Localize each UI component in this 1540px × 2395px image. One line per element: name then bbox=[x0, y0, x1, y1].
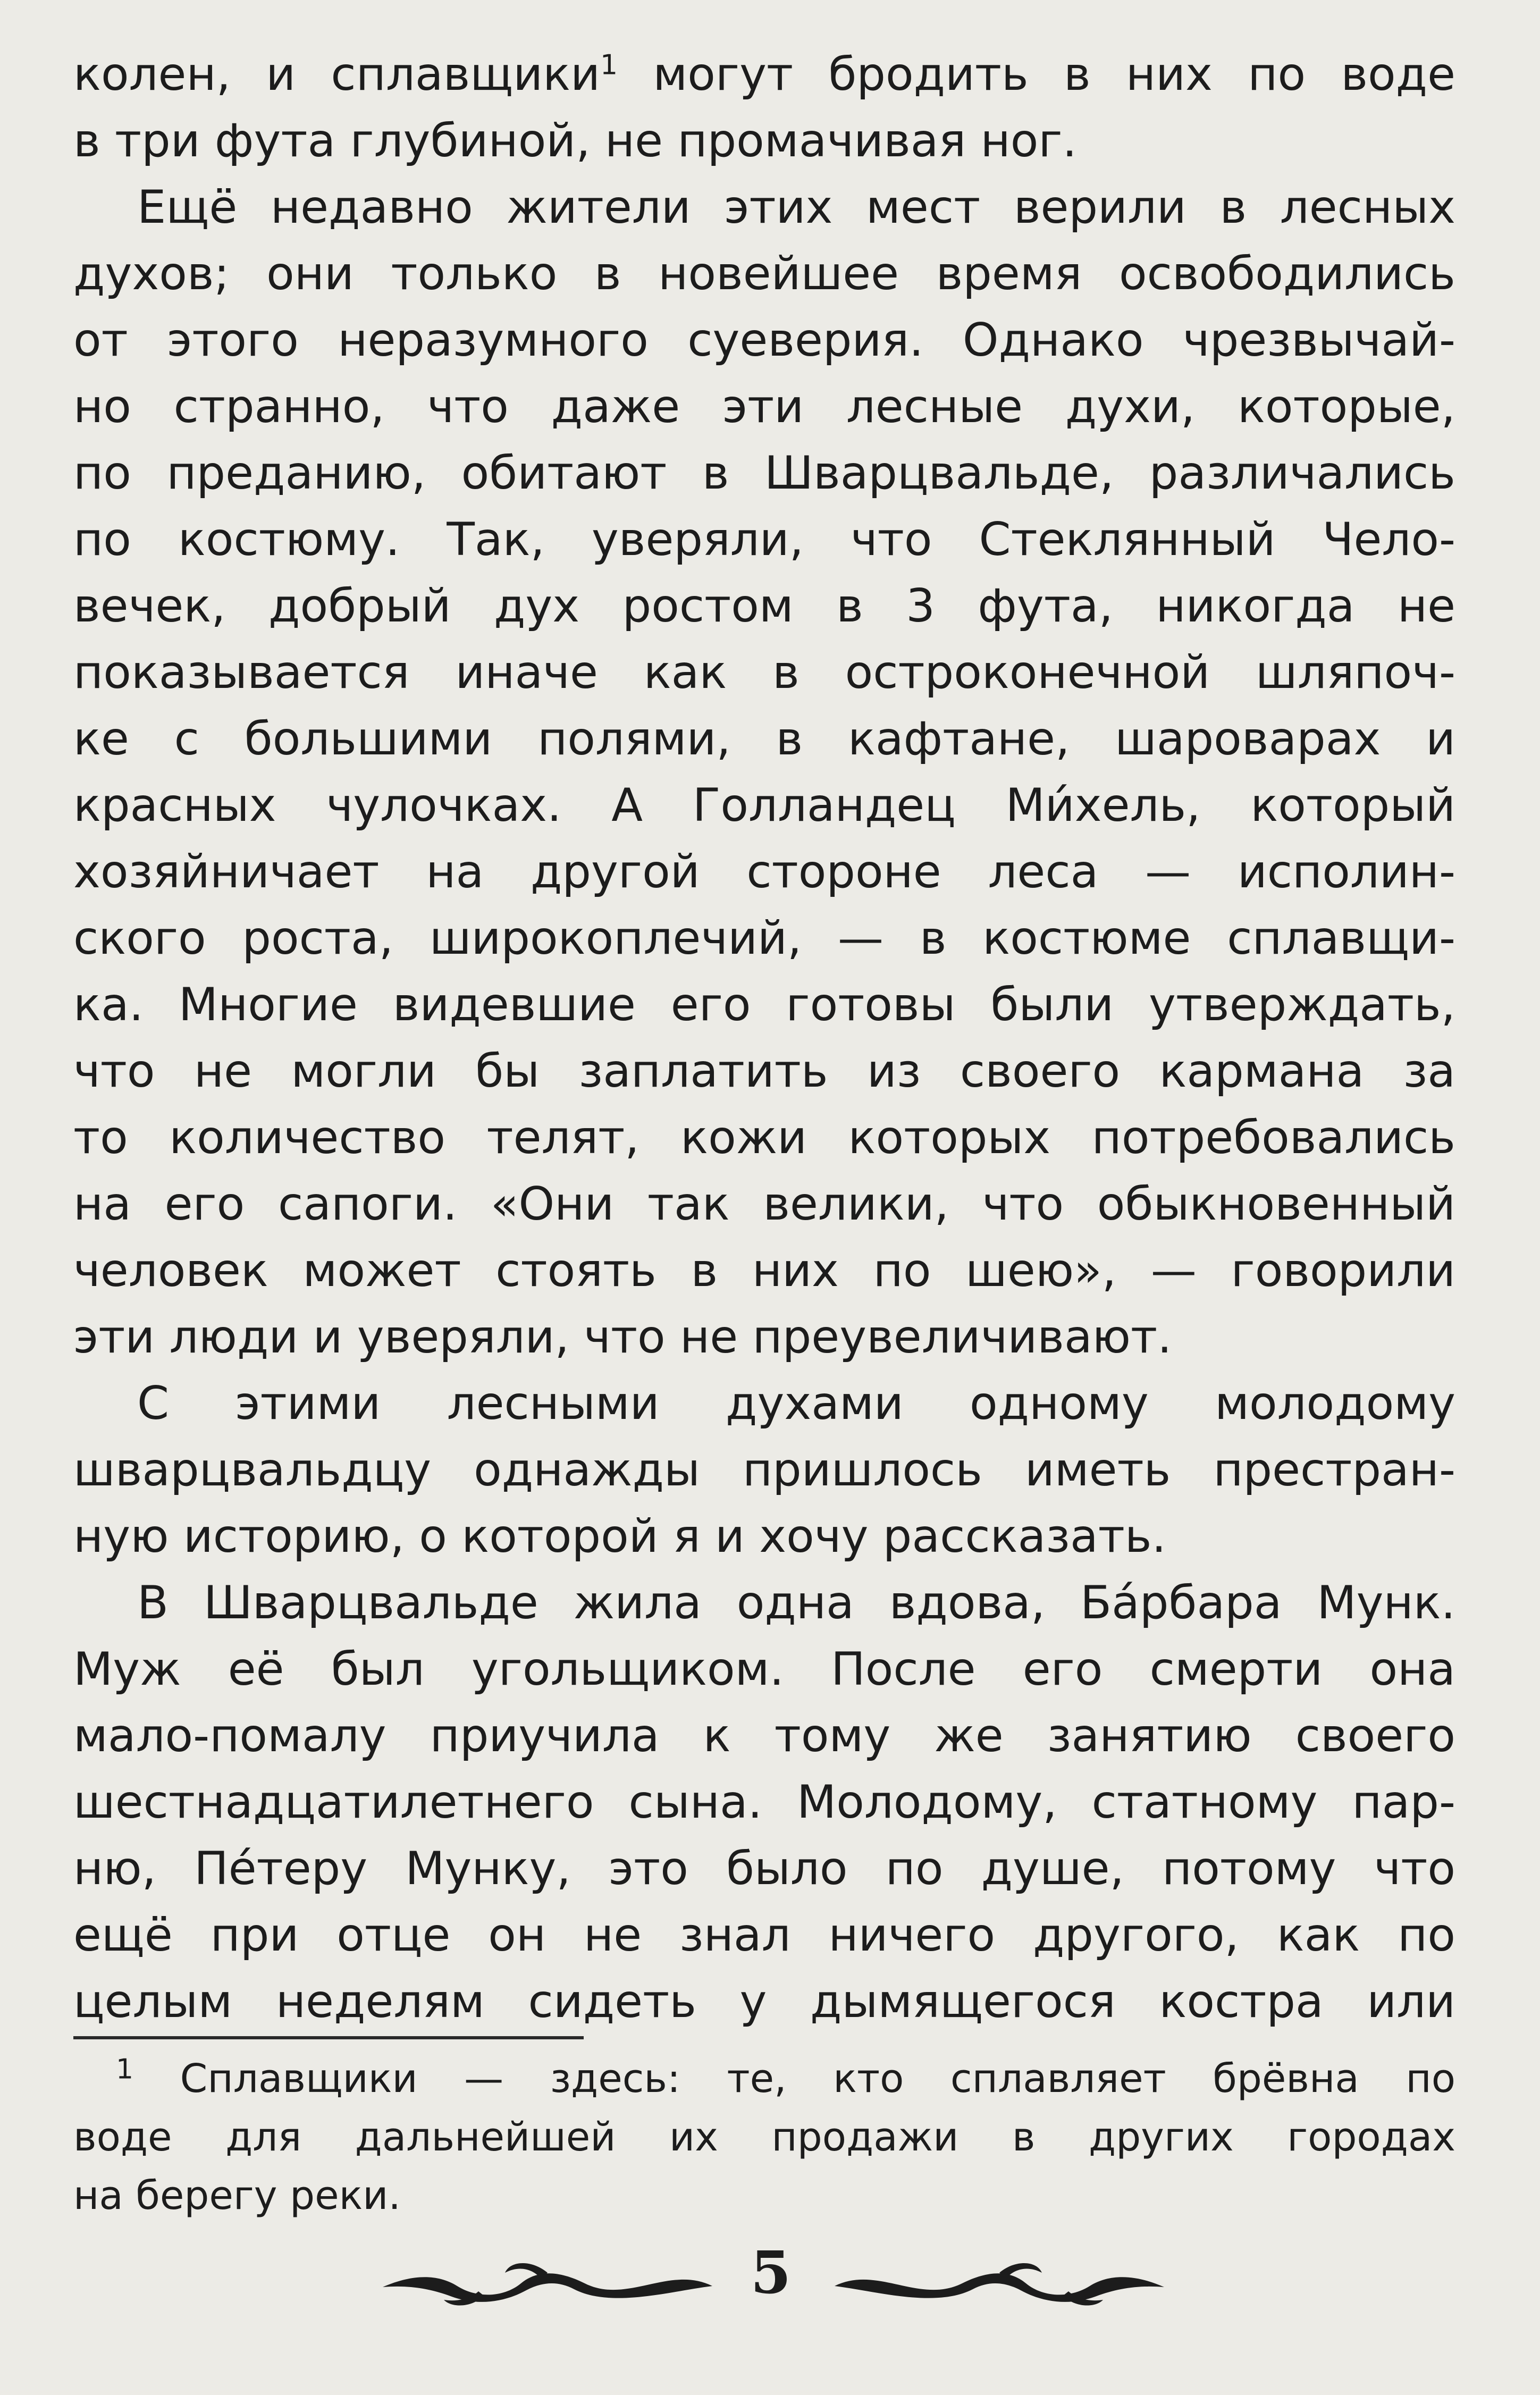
text-line: показывается иначе как в остроконечной шляпоч- bbox=[73, 646, 1455, 699]
footnote-divider bbox=[73, 2036, 584, 2039]
text-line: духов; они только в новейшее время освободились bbox=[73, 247, 1455, 300]
text-line: мало-помалу приучила к тому же занятию своего bbox=[73, 1709, 1455, 1762]
paragraph-1 bbox=[73, 41, 1455, 174]
text-line: шестнадцатилетнего сына. Молодому, статному пар- bbox=[73, 1776, 1455, 1829]
right-ornament-icon bbox=[829, 2254, 1175, 2313]
text-line: ке с большими полями, в кафтане, шароварах и bbox=[73, 712, 1455, 766]
footnote-line: $^1$ Сплавщики — здесь: те, кто сплавляет брёвна по bbox=[116, 2053, 1455, 2102]
text-line: но странно, что даже эти лесные духи, которые, bbox=[73, 380, 1455, 433]
text-line: эти люди и уверяли, что не преувеличивают. bbox=[73, 1310, 1172, 1364]
text-line: на его сапоги. «Они так велики, что обыкновенный bbox=[73, 1178, 1455, 1231]
footnote bbox=[73, 2049, 1455, 2225]
text-line: целым неделям сидеть у дымящегося костра или bbox=[73, 1975, 1455, 2028]
footnote-line: на берегу реки. bbox=[73, 2173, 401, 2218]
text-line: то количество телят, кожи которых потребовались bbox=[73, 1111, 1455, 1164]
text-line: шварцвальдцу однажды пришлось иметь престран- bbox=[73, 1443, 1455, 1497]
text-line: что не могли бы заплатить из своего кармана за bbox=[73, 1045, 1455, 1098]
paragraph-2 bbox=[73, 174, 1455, 1371]
text-line: Ещё недавно жители этих мест верили в лесных bbox=[137, 181, 1455, 234]
main-text bbox=[73, 41, 1455, 2035]
text-line: в три фута глубиной, не промачивая ног. bbox=[73, 114, 1077, 167]
text-line: хозяйничает на другой стороне леса — исполин- bbox=[73, 845, 1455, 898]
text-line: ского роста, широкоплечий, — в костюме сплавщи- bbox=[73, 912, 1455, 965]
footnote-marker: 1 bbox=[116, 2053, 134, 2086]
text-line: ка. Многие видевшие его готовы были утверждать, bbox=[73, 978, 1455, 1031]
text-line: ню, Пе́теру Мунку, это было по душе, потому что bbox=[73, 1842, 1455, 1895]
text-line: Муж её был угольщиком. После его смерти она bbox=[73, 1643, 1455, 1696]
text-line: С этими лесными духами одному молодому bbox=[137, 1377, 1455, 1430]
left-ornament-icon bbox=[372, 2254, 718, 2313]
text-line: колен, и сплавщики$^1$ могут бродить в них по воде bbox=[73, 48, 1455, 101]
footnote-ref: 1 bbox=[600, 49, 618, 81]
text-line: вечек, добрый дух ростом в 3 фута, никогда не bbox=[73, 579, 1455, 633]
text-line: В Шварцвальде жила одна вдова, Ба́рбара Мунк. bbox=[137, 1576, 1455, 1629]
footnote-line: воде для дальнейшей их продажи в других городах bbox=[73, 2114, 1455, 2160]
paragraph-4 bbox=[73, 1570, 1455, 2035]
text-line: красных чулочках. А Голландец Ми́хель, который bbox=[73, 779, 1455, 832]
page-number: 5 bbox=[750, 2238, 792, 2307]
text-line: от этого неразумного суеверия. Однако чрезвычай- bbox=[73, 314, 1455, 367]
text-line: ную историю, о которой я и хочу рассказать. bbox=[73, 1510, 1166, 1563]
paragraph-3 bbox=[73, 1371, 1455, 1570]
text-line: ещё при отце он не знал ничего другого, как по bbox=[73, 1909, 1455, 1962]
text-line: по костюму. Так, уверяли, что Стеклянный Чело- bbox=[73, 513, 1455, 566]
text-line: по преданию, обитают в Шварцвальде, различались bbox=[73, 447, 1455, 500]
text-line: человек может стоять в них по шею», — говорили bbox=[73, 1244, 1455, 1297]
